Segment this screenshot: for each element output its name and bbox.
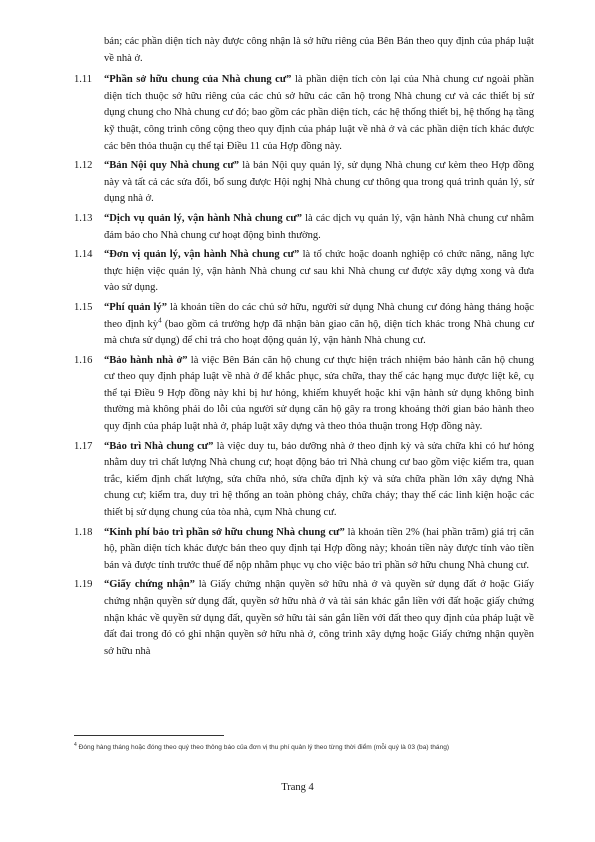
section-number: 1.19 (74, 579, 93, 591)
definition-text: là khoản tiền do các chủ sở hữu, người sử dụng Nhà chung cư đóng hàng tháng hoặc theo định kỳ (104, 301, 534, 330)
section-1-14 (74, 247, 534, 297)
defined-term: “Bảo hành nhà ở” (104, 354, 188, 366)
section-1-19 (74, 577, 534, 660)
defined-term: “Phí quản lý” (104, 301, 167, 313)
section-number: 1.14 (74, 249, 93, 261)
section-number: 1.16 (74, 354, 93, 366)
footnote-marker: 4 (74, 742, 77, 748)
defined-term: “Phần sở hữu chung của Nhà chung cư” (104, 74, 292, 86)
definition-text: là Giấy chứng nhận quyền sở hữu nhà ở và quyền sử dụng đất ở hoặc Giấy chứng nhận quyền sử dụng đất, quyền sở hữu nhà ở và tài sản khác gắn liền với đất hoặc giấy chứng nhận khác về quyền sử dụng đất, quyền sở hữu tài sản gắn liền với đất theo quy định của pháp luật về đất đai trong đó có ghi nhận quyền sở hữu nhà ở, công trình xây dựng hoặc Giấy chứng nhận quyền sở hữu nhà (104, 579, 534, 657)
definition-text-continued: (bao gồm cả trường hợp đã nhận bàn giao căn hộ, diện tích khác trong Nhà chung cư mà chưa sử dụng) để chi trả cho hoạt động quản lý, vận hành Nhà chung cư. (104, 318, 534, 347)
footnote-text: Đóng hàng tháng hoặc đóng theo quý theo thông báo của đơn vị thu phí quản lý theo từng thời điểm (mỗi quý là 03 (ba) tháng) (78, 744, 450, 752)
defined-term: “Đơn vị quản lý, vận hành Nhà chung cư” (104, 249, 300, 261)
section-number: 1.13 (74, 212, 93, 224)
section-1-18 (74, 525, 534, 575)
section-number: 1.18 (74, 526, 93, 538)
definition-text: là việc duy tu, bảo dưỡng nhà ở theo định kỳ và sửa chữa khi có hư hỏng nhằm duy trì chất lượng Nhà chung cư; hoạt động bảo trì Nhà chung cư bao gồm việc kiểm tra, quan trắc, kiểm định chất lượng, sửa chữa nhỏ, sửa chữa định kỳ và sửa chữa phần lớn xây dựng Nhà chung cư; kiểm tra, duy trì hệ thống an toàn phòng cháy, chữa cháy; thay thế các linh kiện hoặc các thiết bị sử dụng chung của tòa nhà, cụm Nhà chung cư. (104, 440, 534, 519)
section-1-13 (74, 211, 534, 244)
section-1-12 (74, 158, 534, 208)
footnote-divider (74, 735, 224, 736)
definition-text: là việc Bên Bán căn hộ chung cư thực hiện trách nhiệm bảo hành căn hộ chung cư theo quy định pháp luật về nhà ở để khắc phục, sửa chữa, thay thế các hạng mục được liệt kê, cụ thể tại Điều 9 Hợp đồng này khi bị hư hỏng, khiếm khuyết hoặc khi vận hành sử dụng không bình thường mà không phải do lỗi của người sử dụng căn hộ gây ra trong khoảng thời gian bảo hành theo quy định của pháp luật nhà ở, pháp luật xây dựng và theo thỏa thuận trong Hợp đồng này. (104, 354, 534, 433)
definition-text: là bản Nội quy quản lý, sử dụng Nhà chung cư kèm theo Hợp đồng này và tất cả các sửa đổi, bổ sung được Hội nghị Nhà chung cư thông qua trong quá trình quản lý, sử dụng nhà ở. (104, 160, 534, 205)
defined-term: “Giấy chứng nhận” (104, 579, 195, 591)
intro-text: bán; các phần diện tích này được công nhận là sở hữu riêng của Bên Bán theo quy định của pháp luật về nhà ở. (104, 36, 534, 64)
page-number: Trang 4 (281, 782, 314, 793)
section-number: 1.12 (74, 160, 93, 172)
footnote (74, 740, 534, 753)
footnote-reference: 4 (158, 315, 162, 324)
section-1-17 (74, 439, 534, 522)
page-body (74, 34, 534, 663)
section-number: 1.15 (74, 301, 93, 313)
defined-term: “Bản Nội quy Nhà chung cư” (104, 160, 240, 172)
section-number: 1.17 (74, 440, 93, 452)
definition-text: là khoản tiền 2% (hai phần trăm) giá trị căn hộ, phần diện tích khác được bán theo quy định tại Hợp đồng này; khoản tiền này được tính vào tiền bán và được tính trước thuế để nộp nhằm phục vụ cho việc bảo trì phần sở hữu chung Nhà chung cư. (104, 526, 534, 571)
definition-text: là tổ chức hoặc doanh nghiệp có chức năng, năng lực thực hiện việc quản lý, vận hành Nhà chung cư sau khi Nhà chung cư được xây dựng xong và đưa vào sử dụng. (104, 249, 535, 294)
definition-text: là phần diện tích còn lại của Nhà chung cư ngoài phần diện tích thuộc sở hữu riêng của các chủ sở hữu các căn hộ trong Nhà chung cư và các thiết bị sử dụng chung cho Nhà chung cư đó; bao gồm các phần diện tích, các hệ thống thiết bị, hệ thống hạ tầng kỹ thuật, công trình công cộng theo quy định của pháp luật về nhà ở và các phần diện tích khác được các bên thỏa thuận cụ thể tại Điều 11 của Hợp đồng này. (104, 74, 534, 152)
defined-term: “Kinh phí bảo trì phần sở hữu chung Nhà chung cư” (104, 526, 345, 538)
section-1-15 (74, 300, 534, 350)
section-1-11 (74, 72, 534, 155)
defined-term: “Bảo trì Nhà chung cư” (104, 440, 214, 452)
defined-term: “Dịch vụ quản lý, vận hành Nhà chung cư” (104, 212, 303, 224)
definition-text: là các dịch vụ quản lý, vận hành Nhà chung cư nhằm đảm bảo cho Nhà chung cư hoạt động bình thường. (104, 212, 535, 241)
intro-continuation (74, 34, 534, 67)
section-number: 1.11 (74, 74, 93, 86)
section-1-16 (74, 353, 534, 436)
